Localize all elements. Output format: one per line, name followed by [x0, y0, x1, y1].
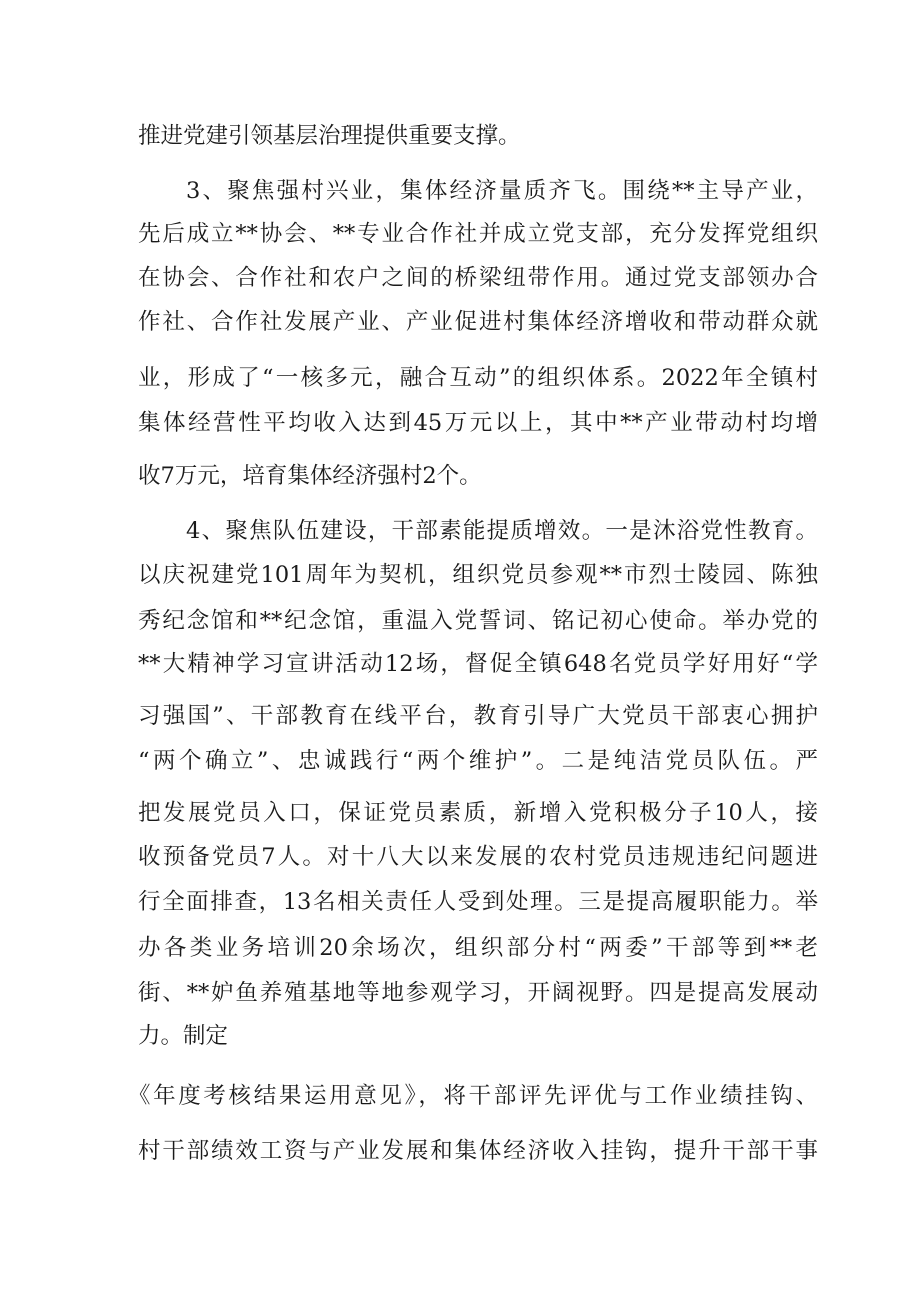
text-line: 力。制定	[138, 1023, 229, 1049]
text-line: 作社、合作社发展产业、产业促进村集体经济增收和带动群众就	[138, 309, 818, 335]
text-line: 收预备党员7人。对十八大以来发展的农村党员违规违纪问题进	[138, 844, 818, 870]
text-line: 先后成立**协会、**专业合作社并成立党支部，充分发挥党组织	[138, 221, 818, 247]
section-4-heading-line: 4、聚焦队伍建设，干部素能提质增效。一是沐浴党性教育。	[186, 518, 818, 544]
text-line: 习强国”、干部教育在线平台，教育引导广大党员干部衷心拥护	[138, 703, 818, 729]
text-line: 收7万元，培育集体经济强村2个。	[138, 463, 482, 489]
text-line: 业，形成了“一核多元，融合互动”的组织体系。2022年全镇村	[138, 365, 818, 391]
text-line: **大精神学习宣讲活动12场，督促全镇648名党员学好用好“学	[138, 651, 818, 677]
section-3-heading-line: 3、聚焦强村兴业，集体经济量质齐飞。围绕**主导产业，	[186, 178, 818, 204]
text-line: 办各类业务培训20余场次，组织部分村“两委”干部等到**老	[138, 935, 818, 961]
text-line: 把发展党员入口，保证党员素质，新增入党积极分子10人，接	[138, 800, 818, 826]
text-line: 以庆祝建党101周年为契机，组织党员参观**市烈士陵园、陈独	[138, 562, 818, 588]
text-line: 在协会、合作社和农户之间的桥梁纽带作用。通过党支部领办合	[138, 265, 818, 291]
text-line: 集体经营性平均收入达到45万元以上，其中**产业带动村均增	[138, 410, 818, 436]
text-line: “两个确立”、忠诚践行“两个维护”。二是纯洁党员队伍。严	[138, 748, 818, 774]
text-line: 村干部绩效工资与产业发展和集体经济收入挂钩，提升干部干事	[138, 1138, 818, 1164]
text-line: 秀纪念馆和**纪念馆，重温入党誓词、铭记初心使命。举办党的	[138, 608, 818, 634]
text-line: 推进党建引领基层治理提供重要支撑。	[138, 123, 521, 149]
text-line: 街、**妒鱼养殖基地等地参观学习，开阔视野。四是提高发展动	[138, 980, 818, 1006]
text-line: 行全面排查，13名相关责任人受到处理。三是提高履职能力。举	[138, 889, 818, 915]
text-line: 《年度考核结果运用意见》，将干部评先评优与工作业绩挂钩、	[128, 1083, 818, 1109]
